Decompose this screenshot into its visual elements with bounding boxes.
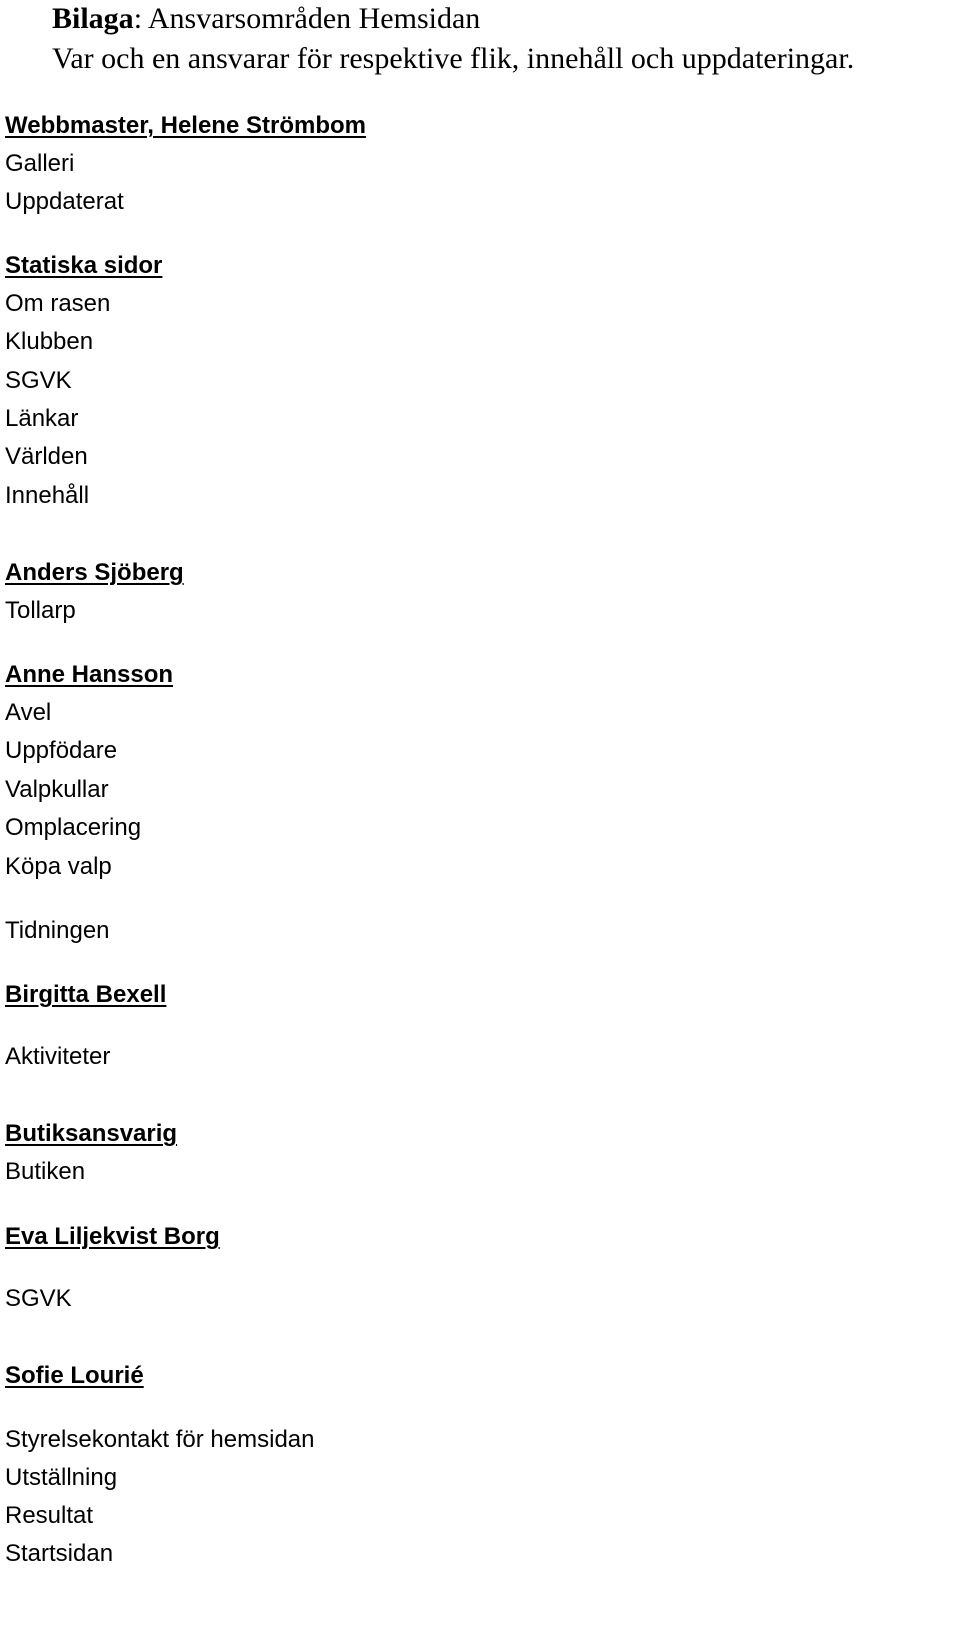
list-item: Uppdaterat	[5, 188, 124, 215]
list-item: SGVK	[5, 367, 72, 394]
title-bold: Bilaga	[52, 2, 134, 35]
list-item: Startsidan	[5, 1540, 114, 1567]
list-item: Valpkullar	[5, 776, 109, 803]
list-item: Länkar	[5, 405, 79, 432]
section-heading: Sofie Lourié	[5, 1362, 144, 1389]
list-item: Om rasen	[5, 290, 111, 317]
title-rest: : Ansvarsområden Hemsidan	[133, 2, 481, 35]
section-heading: Birgitta Bexell	[5, 981, 167, 1008]
section-heading: Eva Liljekvist Borg	[5, 1223, 220, 1250]
page-title	[52, 4, 480, 34]
list-item: Avel	[5, 699, 52, 726]
list-item: Aktiviteter	[5, 1043, 111, 1070]
list-item: Världen	[5, 443, 88, 470]
section-heading: Webbmaster, Helene Strömbom	[5, 112, 366, 139]
list-item: Galleri	[5, 150, 75, 177]
list-item: Utställning	[5, 1464, 118, 1491]
page-subtitle: Var och en ansvarar för respektive flik, innehåll och uppdateringar.	[52, 42, 855, 75]
list-item: SGVK	[5, 1285, 72, 1312]
list-item: Klubben	[5, 328, 94, 355]
list-item: Resultat	[5, 1502, 94, 1529]
list-item: Butiken	[5, 1158, 86, 1185]
list-item: Uppfödare	[5, 737, 118, 764]
list-item: Köpa valp	[5, 853, 112, 880]
section-heading: Butiksansvarig	[5, 1120, 178, 1147]
list-item: Tollarp	[5, 597, 76, 624]
section-heading: Anders Sjöberg	[5, 559, 184, 586]
section-heading: Statiska sidor	[5, 252, 163, 279]
list-item: Tidningen	[5, 917, 110, 944]
list-item: Styrelsekontakt för hemsidan	[5, 1426, 315, 1453]
section-heading: Anne Hansson	[5, 661, 174, 688]
list-item: Omplacering	[5, 814, 142, 841]
list-item: Innehåll	[5, 482, 90, 509]
